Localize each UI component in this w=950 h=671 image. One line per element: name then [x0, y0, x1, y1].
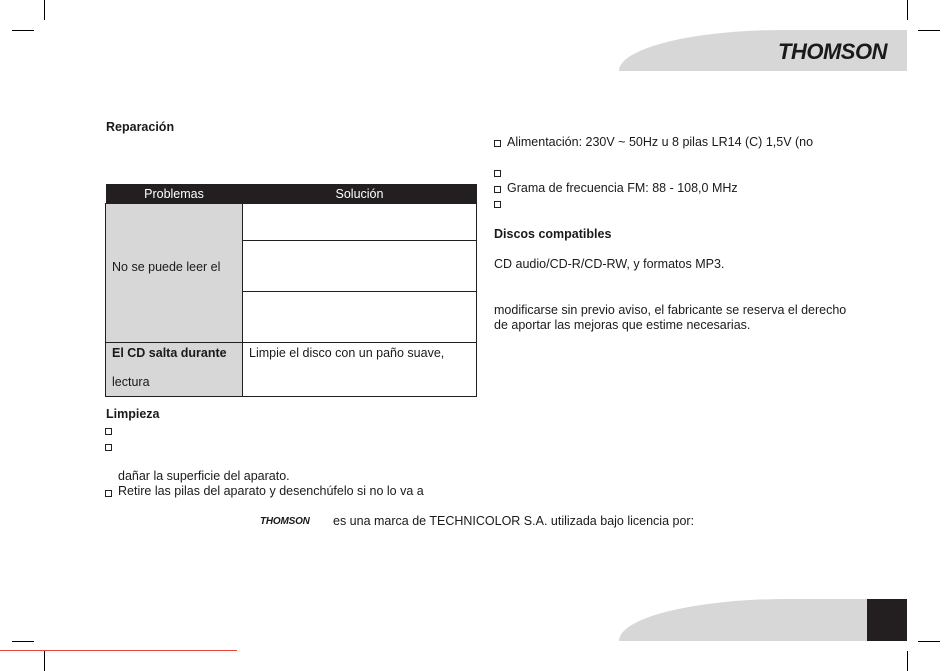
red-rule	[0, 650, 237, 651]
cleaning-text: Retire las pilas del aparato y desenchúfelo si no lo va a	[118, 484, 424, 498]
solution-cell	[243, 343, 477, 397]
cleaning-text: dañar la superficie del aparato.	[118, 469, 290, 483]
bullet-icon	[494, 140, 501, 147]
problem-cell	[106, 204, 243, 343]
header-solution: Solución	[243, 184, 477, 204]
spec-power: Alimentación: 230V ~ 50Hz u 8 pilas LR14 (C) 1,5V (no	[507, 135, 814, 149]
crop-mark	[918, 641, 940, 642]
discs-text: CD audio/CD-R/CD-RW, y formatos MP3.	[494, 257, 725, 271]
crop-mark	[12, 30, 34, 31]
bullet-icon	[105, 490, 112, 497]
bullet-icon	[494, 201, 501, 208]
solution-cell	[243, 241, 477, 292]
notice-text: de aportar las mejoras que estime necesarias.	[494, 318, 751, 332]
bullet-icon	[494, 170, 501, 177]
header-problems: Problemas	[106, 184, 243, 204]
problem-text: lectura	[112, 375, 150, 389]
cleaning-heading: Limpieza	[106, 407, 160, 421]
crop-mark	[12, 641, 34, 642]
bullet-icon	[494, 186, 501, 193]
problem-text: El CD salta durante	[112, 346, 227, 360]
brand-logo: THOMSON	[778, 39, 887, 64]
crop-mark	[907, 0, 908, 20]
crop-mark	[44, 651, 45, 671]
solution-text: Limpie el disco con un paño suave,	[249, 346, 445, 360]
solution-cell	[243, 292, 477, 343]
crop-mark	[918, 30, 940, 31]
crop-mark	[44, 0, 45, 20]
footer-logo: THOMSON	[260, 516, 310, 527]
problem-text: No se puede leer el	[112, 260, 221, 274]
troubleshooting-table	[105, 184, 477, 397]
trademark-text: es una marca de TECHNICOLOR S.A. utilizada bajo licencia por:	[333, 514, 695, 528]
table-header-row	[106, 184, 477, 204]
bullet-icon	[105, 428, 112, 435]
notice-text: modificarse sin previo aviso, el fabricante se reserva el derecho	[494, 303, 847, 317]
bullet-icon	[105, 444, 112, 451]
repair-heading: Reparación	[106, 120, 175, 134]
page-number-box	[867, 599, 907, 641]
crop-mark	[907, 651, 908, 671]
discs-heading: Discos compatibles	[494, 227, 612, 241]
table-row	[106, 204, 477, 241]
solution-cell	[243, 204, 477, 241]
spec-fm: Grama de frecuencia FM: 88 - 108,0 MHz	[507, 181, 738, 195]
problem-cell	[106, 343, 243, 397]
footer-band	[619, 599, 867, 641]
table-row	[106, 343, 477, 397]
